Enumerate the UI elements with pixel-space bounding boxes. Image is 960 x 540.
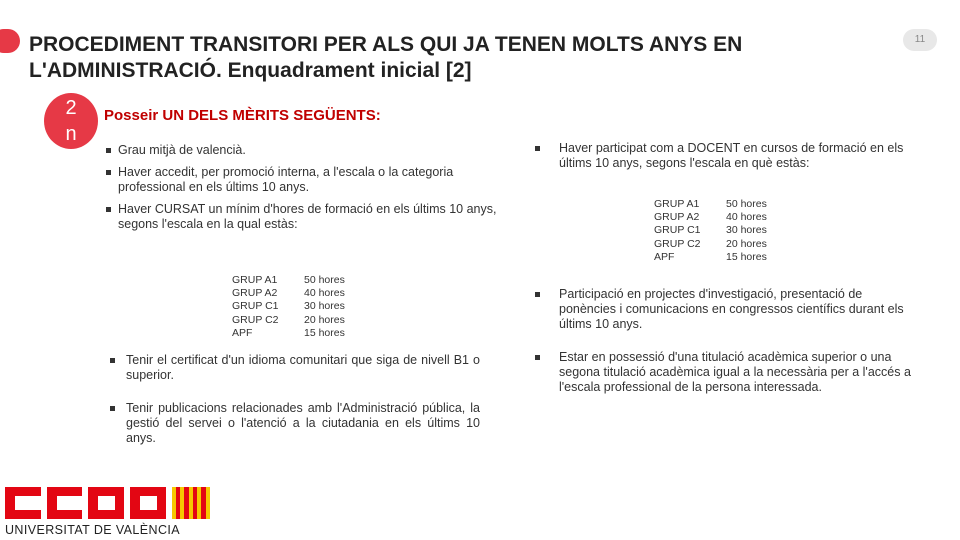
list-item-text: Tenir publicacions relacionades amb l'Administració pública, la gestió del servei o l'atenció a la ciutadania en els últims 10 anys. — [126, 401, 480, 445]
section-subtitle: Posseir UN DELS MÈRITS SEGÜENTS: — [104, 107, 381, 124]
right-docent-item — [535, 141, 915, 171]
hours-cell: 40 hores — [726, 211, 767, 224]
hours-cell: 30 hores — [304, 300, 345, 313]
hours-cell: 50 hores — [726, 198, 767, 210]
list-item — [104, 143, 499, 158]
title-bullet-dot — [0, 29, 20, 53]
logo-letter-o — [130, 487, 166, 519]
list-item-text: Haver CURSAT un mínim d'hores de formació en els últims 10 anys, segons l'escala en la qual estàs: — [118, 202, 497, 231]
ccoo-logo — [5, 487, 210, 540]
badge-line2: n — [65, 123, 77, 145]
group-cell: GRUP C1 — [654, 224, 701, 237]
right-merits-list — [535, 287, 915, 395]
hours-cell: 50 hores — [304, 274, 345, 286]
group-cell: APF — [232, 326, 253, 339]
list-item — [110, 401, 480, 446]
square-bullet-icon — [110, 406, 115, 411]
table-row — [232, 300, 345, 313]
group-cell: GRUP A2 — [654, 211, 700, 224]
logo-letter-o — [88, 487, 124, 519]
list-item-text: Haver accedit, per promoció interna, a l'escala o la categoria professional en els últims 10 anys. — [118, 165, 454, 194]
table-row — [654, 251, 767, 264]
list-item-text: Estar en possessió d'una titulació acadèmica superior o una segona titulació acadèmica igual a la necessària per a l'accés a l'escala professional de la persona interessada. — [559, 350, 911, 394]
list-item — [535, 141, 915, 171]
hours-cell: 15 hores — [304, 326, 345, 339]
table-row — [654, 198, 767, 211]
table-row — [654, 238, 767, 251]
group-cell: GRUP C2 — [654, 237, 701, 250]
training-hours-table — [232, 274, 345, 340]
hours-cell: 30 hores — [726, 224, 767, 237]
square-bullet-icon — [106, 148, 111, 153]
table-row — [232, 314, 345, 327]
left-merits-list — [104, 143, 499, 239]
logo-text: UNIVERSITAT DE VALÈNCIA — [5, 523, 180, 537]
square-bullet-icon — [106, 207, 111, 212]
table-row — [232, 274, 345, 287]
group-cell: APF — [654, 250, 675, 263]
logo-letter-c — [47, 487, 83, 519]
group-cell: GRUP C1 — [232, 300, 279, 313]
left-merits-list-2 — [110, 353, 480, 464]
square-bullet-icon — [106, 170, 111, 175]
list-item — [104, 165, 499, 195]
hours-cell: 15 hores — [726, 250, 767, 263]
list-item — [110, 353, 480, 383]
hours-cell: 20 hores — [304, 313, 345, 326]
logo-letter-c — [5, 487, 41, 519]
list-item — [535, 287, 915, 332]
ccoo-logo-mark — [5, 487, 210, 519]
square-bullet-icon — [535, 355, 540, 360]
table-row — [232, 287, 345, 300]
group-cell: GRUP C2 — [232, 313, 279, 326]
teaching-hours-table — [654, 198, 767, 264]
table-row — [654, 211, 767, 224]
group-cell: GRUP A1 — [654, 198, 700, 210]
badge-line1: 2 — [65, 97, 77, 119]
senyera-flag-icon — [172, 487, 211, 519]
list-item-text: Haver participat com a DOCENT en cursos de formació en els últims 10 anys, segons l'escala en què estàs: — [559, 141, 904, 170]
square-bullet-icon — [535, 146, 540, 151]
step-badge — [44, 93, 98, 149]
list-item — [104, 202, 499, 232]
list-item — [535, 350, 915, 395]
square-bullet-icon — [110, 358, 115, 363]
group-cell: GRUP A2 — [232, 287, 278, 300]
table-row — [654, 224, 767, 237]
table-row — [232, 327, 345, 340]
slide-title: PROCEDIMENT TRANSITORI PER ALS QUI JA TENEN MOLTS ANYS EN L'ADMINISTRACIÓ. Enquadrament inicial [2] — [29, 33, 743, 82]
square-bullet-icon — [535, 292, 540, 297]
group-cell: GRUP A1 — [232, 274, 278, 286]
list-item-text: Tenir el certificat d'un idioma comunitari que siga de nivell B1 o superior. — [126, 353, 480, 382]
hours-cell: 40 hores — [304, 287, 345, 300]
list-item-text: Grau mitjà de valencià. — [118, 143, 246, 157]
page-number: 11 — [903, 29, 937, 51]
hours-cell: 20 hores — [726, 237, 767, 250]
list-item-text: Participació en projectes d'investigació, presentació de ponències i comunicacions en congressos científics durant els últims 10 anys. — [559, 287, 904, 331]
